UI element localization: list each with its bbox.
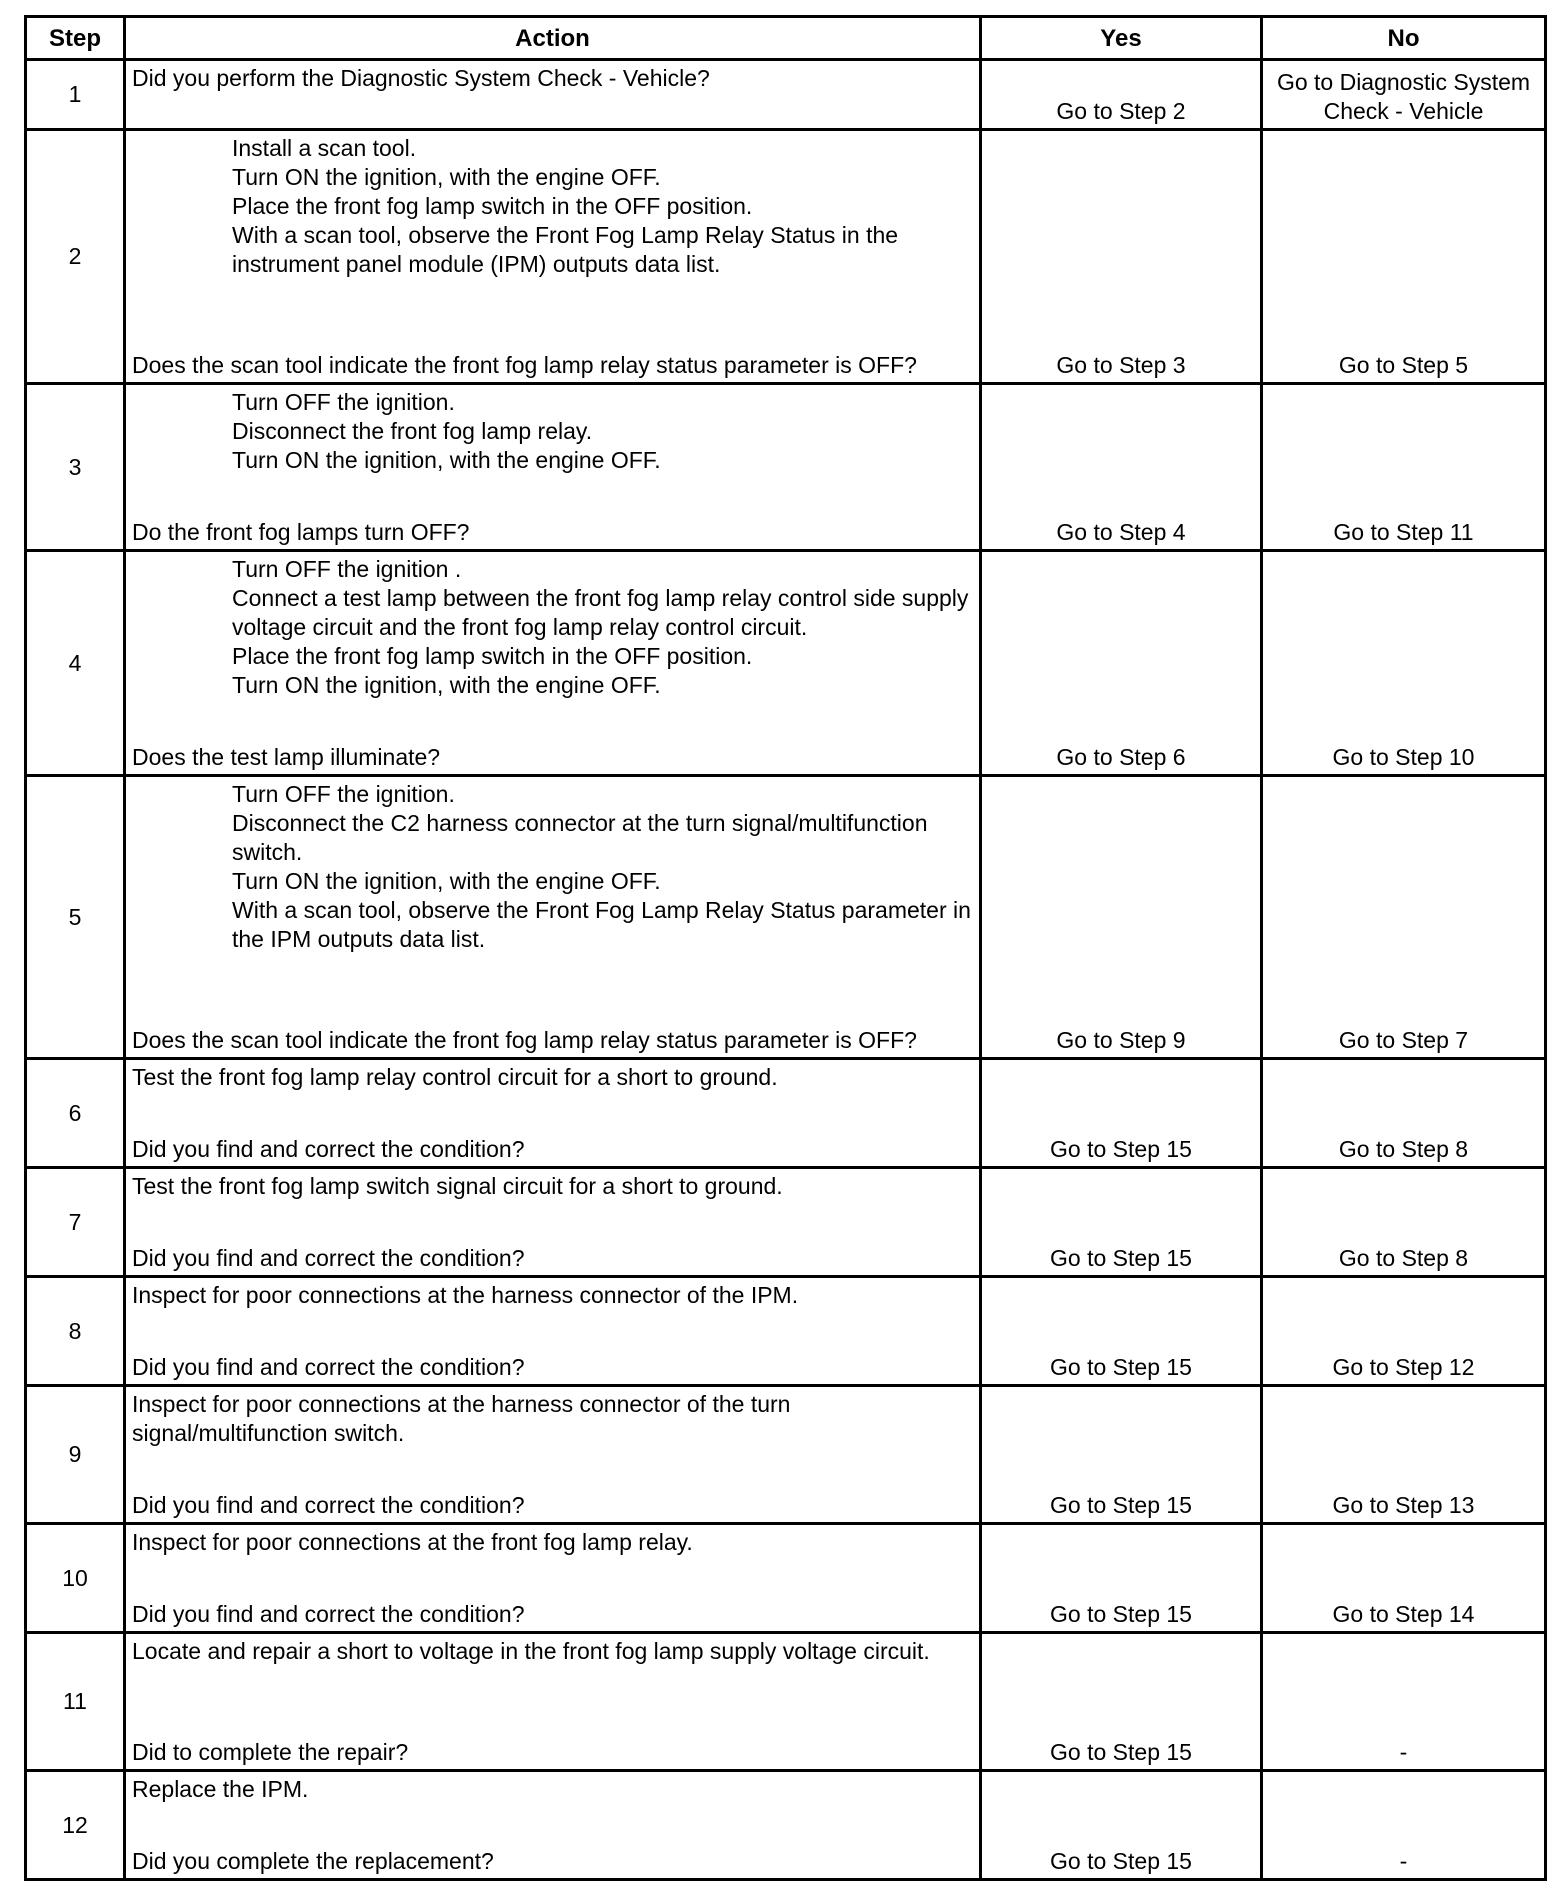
action-instruction: Locate and repair a short to voltage in the front fog lamp supply voltage circuit. <box>132 1638 930 1664</box>
yes-result: Go to Step 15 <box>981 1633 1262 1771</box>
instruction-item: With a scan tool, observe the Front Fog Lamp Relay Status in the instrument panel module (IPM) outputs data list. <box>232 222 899 277</box>
instruction-item: Turn ON the ignition, with the engine OFF. <box>232 447 661 473</box>
no-result: Go to Step 5 <box>1262 130 1546 384</box>
instruction-item: Turn ON the ignition, with the engine OFF. <box>232 672 661 698</box>
table-row <box>26 1771 1546 1880</box>
no-result: - <box>1262 1633 1546 1771</box>
table-row <box>26 1277 1546 1386</box>
action-cell <box>125 1168 981 1277</box>
yes-result: Go to Step 15 <box>981 1059 1262 1168</box>
action-question: Did you find and correct the condition? <box>132 1245 525 1271</box>
yes-result: Go to Step 15 <box>981 1277 1262 1386</box>
table-body <box>26 60 1546 1880</box>
action-cell <box>125 776 981 1059</box>
step-number: 12 <box>26 1771 125 1880</box>
instruction-item: Turn OFF the ignition . <box>232 556 462 582</box>
instruction-item: Turn ON the ignition, with the engine OFF. <box>232 868 661 894</box>
action-cell <box>125 1771 981 1880</box>
no-result: - <box>1262 1771 1546 1880</box>
instruction-item: Connect a test lamp between the front fog lamp relay control side supply voltage circuit and the front fog lamp relay control circuit. <box>232 585 969 640</box>
yes-result: Go to Step 4 <box>981 384 1262 551</box>
no-result: Go to Diagnostic System Check - Vehicle <box>1262 60 1546 130</box>
action-question: Does the scan tool indicate the front fog lamp relay status parameter is OFF? <box>132 352 917 378</box>
instruction-item: Place the front fog lamp switch in the OFF position. <box>232 643 753 669</box>
no-result: Go to Step 8 <box>1262 1168 1546 1277</box>
action-question: Did you perform the Diagnostic System Check - Vehicle? <box>132 65 710 91</box>
instruction-item: Disconnect the C2 harness connector at the turn signal/multifunction switch. <box>232 810 928 865</box>
action-question: Did you find and correct the condition? <box>132 1136 525 1162</box>
step-number: 1 <box>26 60 125 130</box>
instruction-item: Place the front fog lamp switch in the OFF position. <box>232 193 753 219</box>
yes-result: Go to Step 15 <box>981 1168 1262 1277</box>
step-number: 2 <box>26 130 125 384</box>
header-yes: Yes <box>981 17 1262 60</box>
table-row <box>26 551 1546 776</box>
no-result: Go to Step 14 <box>1262 1524 1546 1633</box>
action-cell <box>125 384 981 551</box>
table-row <box>26 1633 1546 1771</box>
action-question: Did you find and correct the condition? <box>132 1354 525 1380</box>
instruction-item: Turn OFF the ignition. <box>232 781 455 807</box>
action-question: Did to complete the repair? <box>132 1739 409 1765</box>
yes-result: Go to Step 15 <box>981 1386 1262 1524</box>
instruction-list <box>132 555 973 700</box>
action-cell <box>125 130 981 384</box>
step-number: 4 <box>26 551 125 776</box>
action-cell <box>125 1633 981 1771</box>
yes-result: Go to Step 6 <box>981 551 1262 776</box>
header-no: No <box>1262 17 1546 60</box>
yes-result: Go to Step 15 <box>981 1771 1262 1880</box>
action-instruction: Inspect for poor connections at the harness connector of the IPM. <box>132 1282 799 1308</box>
yes-result: Go to Step 9 <box>981 776 1262 1059</box>
no-result: Go to Step 11 <box>1262 384 1546 551</box>
action-instruction: Replace the IPM. <box>132 1776 309 1802</box>
header-step: Step <box>26 17 125 60</box>
yes-result: Go to Step 15 <box>981 1524 1262 1633</box>
diagnostic-table <box>24 15 1547 1881</box>
table-row <box>26 776 1546 1059</box>
table-row <box>26 1059 1546 1168</box>
yes-result: Go to Step 2 <box>981 60 1262 130</box>
step-number: 7 <box>26 1168 125 1277</box>
action-question: Did you complete the replacement? <box>132 1848 494 1874</box>
instruction-item: Install a scan tool. <box>232 135 417 161</box>
action-cell <box>125 1277 981 1386</box>
no-result: Go to Step 13 <box>1262 1386 1546 1524</box>
table-row <box>26 130 1546 384</box>
action-question: Does the scan tool indicate the front fog lamp relay status parameter is OFF? <box>132 1027 917 1053</box>
action-cell <box>125 551 981 776</box>
step-number: 3 <box>26 384 125 551</box>
step-number: 5 <box>26 776 125 1059</box>
no-result: Go to Step 8 <box>1262 1059 1546 1168</box>
header-row <box>26 17 1546 60</box>
instruction-list <box>132 388 973 475</box>
no-result: Go to Step 7 <box>1262 776 1546 1059</box>
action-instruction: Inspect for poor connections at the harness connector of the turn signal/multifunction switch. <box>132 1391 791 1446</box>
no-result: Go to Step 10 <box>1262 551 1546 776</box>
action-instruction: Test the front fog lamp switch signal circuit for a short to ground. <box>132 1173 783 1199</box>
step-number: 11 <box>26 1633 125 1771</box>
header-action: Action <box>125 17 981 60</box>
instruction-list <box>132 780 973 954</box>
action-cell <box>125 60 981 130</box>
table-row <box>26 1386 1546 1524</box>
table-row <box>26 1168 1546 1277</box>
action-cell <box>125 1524 981 1633</box>
action-cell <box>125 1059 981 1168</box>
instruction-item: With a scan tool, observe the Front Fog Lamp Relay Status parameter in the IPM outputs data list. <box>232 897 971 952</box>
table-row <box>26 384 1546 551</box>
action-instruction: Inspect for poor connections at the front fog lamp relay. <box>132 1529 693 1555</box>
action-question: Did you find and correct the condition? <box>132 1492 525 1518</box>
action-cell <box>125 1386 981 1524</box>
step-number: 6 <box>26 1059 125 1168</box>
step-number: 8 <box>26 1277 125 1386</box>
action-question: Do the front fog lamps turn OFF? <box>132 519 470 545</box>
table-row <box>26 60 1546 130</box>
action-question: Does the test lamp illuminate? <box>132 744 441 770</box>
instruction-item: Turn OFF the ignition. <box>232 389 455 415</box>
instruction-item: Turn ON the ignition, with the engine OFF. <box>232 164 661 190</box>
action-instruction: Test the front fog lamp relay control circuit for a short to ground. <box>132 1064 778 1090</box>
action-question: Did you find and correct the condition? <box>132 1601 525 1627</box>
yes-result: Go to Step 3 <box>981 130 1262 384</box>
no-result: Go to Step 12 <box>1262 1277 1546 1386</box>
step-number: 9 <box>26 1386 125 1524</box>
step-number: 10 <box>26 1524 125 1633</box>
table-row <box>26 1524 1546 1633</box>
instruction-item: Disconnect the front fog lamp relay. <box>232 418 593 444</box>
instruction-list <box>132 134 973 279</box>
